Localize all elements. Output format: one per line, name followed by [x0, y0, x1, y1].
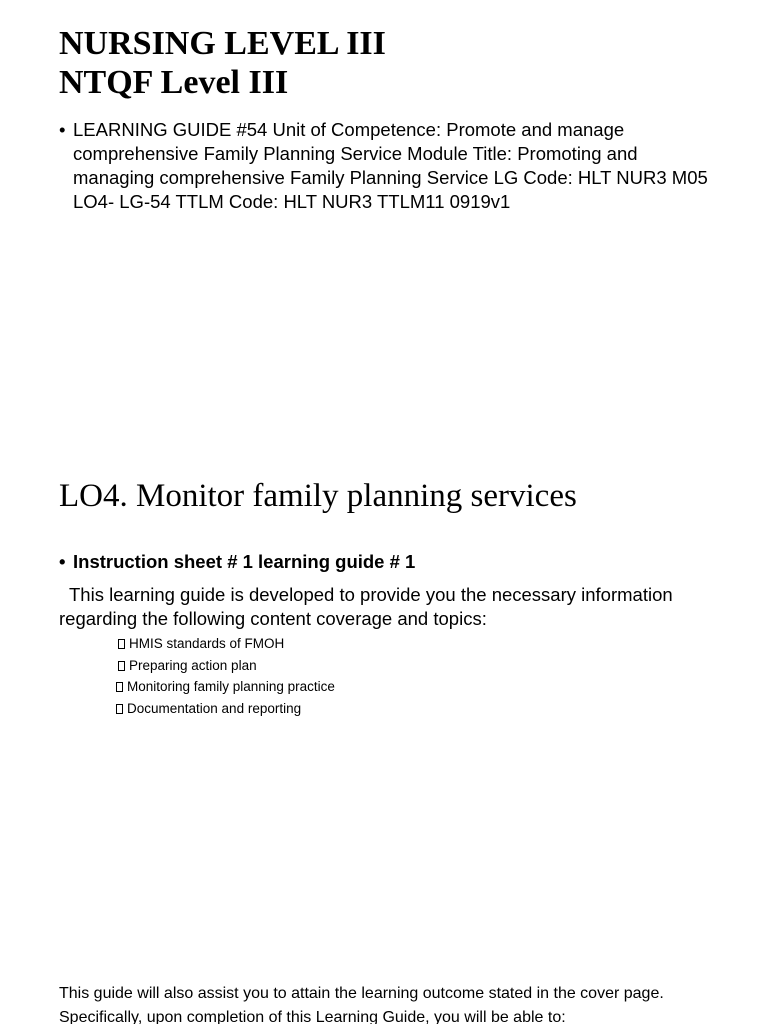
topic-item: [116, 655, 335, 677]
closing-line-1: This guide will also assist you to attain the learning outcome stated in the cover page.: [59, 985, 664, 1002]
topic-item: [116, 698, 335, 720]
instruction-title: • Instruction sheet # 1 learning guide # 1: [59, 550, 719, 574]
title-line-1: NURSING LEVEL III: [59, 25, 386, 62]
topic-item: [116, 676, 335, 698]
topics-list: [116, 633, 335, 719]
title-line-2: NTQF Level III: [59, 64, 289, 101]
missing-glyph-icon: [116, 682, 123, 692]
topic-text: HMIS standards of FMOH: [129, 636, 285, 651]
learning-outcome-heading: LO4. Monitor family planning services: [59, 478, 577, 514]
intro-paragraph: [59, 583, 699, 631]
instruction-list: [59, 550, 719, 574]
guide-info-item: • LEARNING GUIDE #54 Unit of Competence: Promote and manage comprehensive Family Planning Service Module Title: Promoting and managing comprehensive Family Planning Service LG Code: HLT NUR3 M05 LO4- LG-54 TTLM Code: HLT NUR3 TTLM11 0919v1: [59, 118, 719, 214]
missing-glyph-icon: [118, 639, 125, 649]
missing-glyph-icon: [116, 704, 123, 714]
topic-text: Monitoring family planning practice: [127, 679, 335, 694]
topic-item: [116, 633, 335, 655]
intro-text: This learning guide is developed to provide you the necessary information regarding the following content coverage and topics:: [59, 584, 673, 629]
topic-text: Preparing action plan: [129, 657, 257, 673]
document-title: [59, 24, 386, 102]
missing-glyph-icon: [118, 661, 125, 671]
topic-text: Documentation and reporting: [127, 700, 302, 716]
guide-info-list: [59, 118, 719, 214]
closing-line-2: Specifically, upon completion of this Learning Guide, you will be able to:: [59, 1009, 566, 1024]
closing-paragraph: [59, 982, 749, 1024]
